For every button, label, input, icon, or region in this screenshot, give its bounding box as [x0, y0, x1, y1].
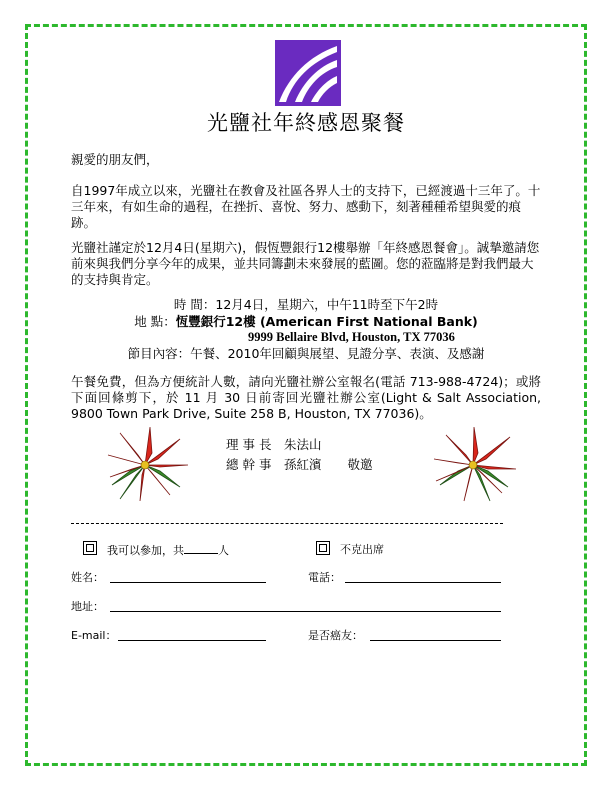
event-address: 9999 Bellaire Blvd, Houston, TX 77036 — [248, 330, 455, 344]
greeting: 親愛的朋友們， — [71, 152, 159, 167]
program-value: 午餐、2010年回顧與展望、見證分享、表演、及感謝 — [190, 346, 485, 361]
page-title: 光鹽社年終感恩聚餐 — [207, 111, 405, 135]
email-field[interactable] — [118, 639, 266, 641]
decline-checkbox[interactable] — [316, 541, 330, 555]
invite-word: 敬邀 — [347, 457, 373, 472]
attendee-count-field[interactable] — [184, 541, 218, 554]
chairman-signature: 理 事 長 朱法山 — [226, 437, 322, 452]
director-signature — [226, 456, 372, 474]
poinsettia-icon — [100, 425, 190, 505]
cancer-survivor-field[interactable] — [370, 639, 501, 641]
light-salt-logo — [275, 40, 341, 106]
lunch-note: 午餐免費，但為方便統計人數，請向光鹽社辦公室報名(電話 713-988-4724)；或將下面回條剪下，於 11 月 30 日前寄回光鹽社辦公室(Light & Salt Association, 9800 Town Park Drive, Suite 258 B, Houston, TX 77036)。 — [71, 374, 541, 421]
name-field[interactable] — [110, 581, 266, 583]
cancer-survivor-label: 是否癌友： — [308, 629, 363, 642]
address-label: 地址： — [71, 600, 104, 613]
intro-paragraph: 自1997年成立以來，光鹽社在教會及社區各界人士的支持下，已經渡過十三年了。十三年來，有如生命的過程，在挫折、喜悅、努力、感動下，刻著種種希望與愛的痕跡。 — [71, 183, 541, 230]
poinsettia-icon — [428, 425, 518, 505]
address-field[interactable] — [110, 610, 501, 612]
event-place-line — [0, 314, 612, 330]
email-label: E-mail： — [71, 629, 117, 642]
attend-option — [107, 541, 229, 558]
event-time-line — [0, 297, 612, 313]
event-program-line — [0, 346, 612, 362]
attend-checkbox[interactable] — [83, 541, 97, 555]
phone-field[interactable] — [345, 581, 501, 583]
time-label: 時 間： — [173, 297, 216, 312]
attend-label: 我可以參加，共 — [107, 544, 184, 557]
attend-unit: 人 — [218, 544, 229, 557]
event-paragraph: 光鹽社謹定於12月4日(星期六)，假恆豐銀行12樓舉辦「年終感恩餐會」。誠摯邀請您前來與我們分享今年的成果，並共同籌劃未來發展的藍圖。您的蒞臨將是對我們最大的支持與肯定。 — [71, 240, 540, 287]
name-label: 姓名： — [71, 571, 104, 584]
director-name: 總 幹 事 孫紅濱 — [226, 457, 322, 472]
decline-label: 不克出席 — [340, 543, 384, 556]
program-label: 節目內容： — [127, 346, 191, 361]
time-value: 12月4日，星期六，中午11時至下午2時 — [215, 297, 439, 312]
phone-label: 電話： — [308, 571, 341, 584]
place-label: 地 點： — [134, 314, 176, 329]
cut-line — [71, 523, 503, 524]
place-value: 恆豐銀行12樓 (American First National Bank) — [175, 314, 478, 329]
